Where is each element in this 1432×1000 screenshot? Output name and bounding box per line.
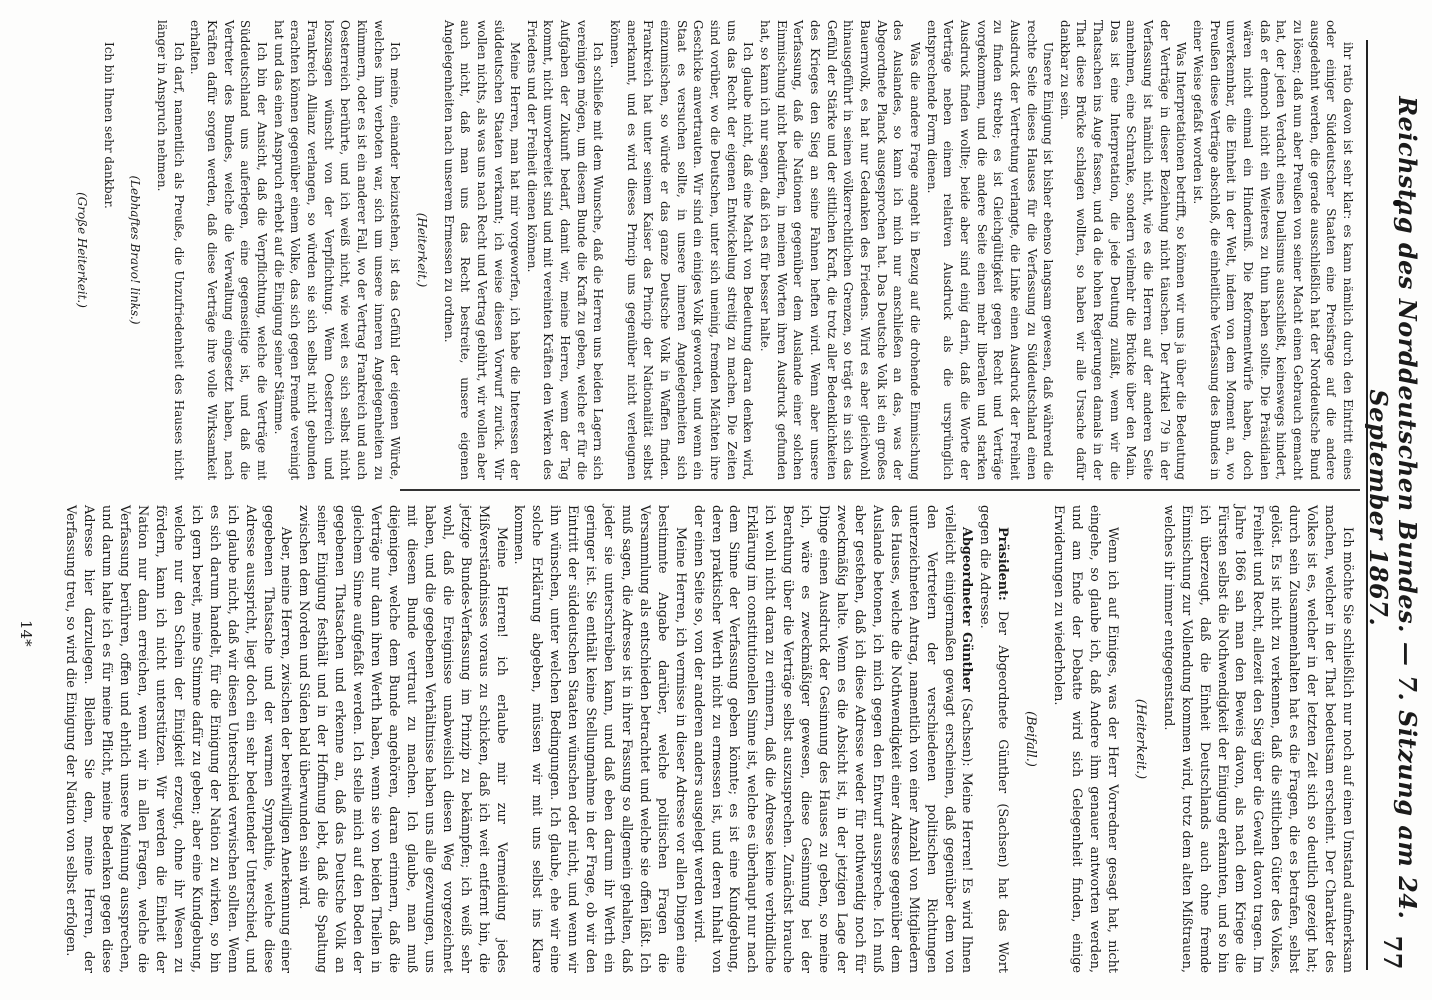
speaker-name: Abgeordneter Günther (959, 527, 975, 692)
speaker-name: Präsident: (995, 527, 1011, 601)
paragraph: Wenn ich auf Einiges, was der Herr Vorredner gesagt hat, nicht eingehe, so glaube ich, daß Andere ihm genauer antworten werden, und am Ende der Debatte wird sich Gelegenheit finden, einige Erwiderungen zu wiederholen. (1051, 505, 1120, 973)
paragraph: Was Interpretationen betrifft, so können wir uns ja über die Bedeutung der Verträge in dieser Beziehung nicht täuschen. Der Artikel 79 in der Verfassung ist nämlich nicht, wie es die Herren auf der anderen Seite annehmen, eine Schranke, sondern vielmehr die Brücke über den Main. Das ist eine Interpretation, die jede Deutung zuläßt, wenn wir die Thatsachen ins Auge fassen, und da die hohen Regierungen damals in der That diese Brücke schlagen wollten, so haben wir alle Ursache dafür dankbar zu sein. (1057, 20, 1189, 480)
stage-direction: (Heiterkeit.) (1132, 698, 1148, 780)
running-head (1364, 40, 1422, 970)
stage-direction: (Lebhaftes Bravo! links.) (128, 175, 143, 325)
paragraph: Aber, meine Herren, zwischen der bereitwilligen Anerkennung einer gegebenen Thatsache und der warmen Sympathie, welche diese Adresse ausspricht, liegt doch ein sehr bedeutender Unterschied, und ich glaube nicht, daß wir diesen Unterschied verwischen sollten. Wenn es sich darum handelt, für die Einigung der Nation zu wirken, so bin ich gern bereit, meine Stimme dafür zu geben; aber eine Kundgebung, welche nur den Schein der Einigkeit erzeugt, ohne ihr Wesen zu fördern, kann ich nicht unterstützen. Wir werden die Einheit der Nation nur dann erreichen, wenn wir in allen Fragen, welche die Verfassung berühren, offen und ehrlich unsere Meinung aussprechen, und darum halte ich es für meine Pflicht, meine Bedenken gegen diese Adresse hier darzulegen. Bleiben Sie dem, meine Herren, der Verfassung treu, so wird die Einigung der Nation von selbst erfolgen. (63, 505, 294, 973)
paragraph: Ich bin Ihnen sehr dankbar. (101, 42, 116, 209)
paragraph: Unsere Einigung ist bisher ebenso langsam gewesen, daß während die rechte Seite dieses Hauses für die Verfassung zu Süddeutschland einen Ausdruck der Vertretung verlangte, die Linke einen Ausdruck der Freiheit zu finden strebte; es ist Gleichgültigkeit gegen Recht und Verträge vorgekommen, und die andere Seite einen mehr liberalen und starken Ausdruck finden wollte; beide aber sind einig darin, daß die Worte der Verträge neben einem relativen Ausdruck als die ursprünglich entsprechende Form dienen. (924, 20, 1056, 480)
paragraph: Was die andere Frage angeht in Bezug auf die drohende Einmischung des Auslandes, so kann ich mich nur anschließen an das, was der Abgeordnete Planck ausgesprochen hat. Das Deutsche Volk ist ein großes Bauernvolk, es hat nur Gedanken des Friedens. Wird es aber gleichwohl hinausgeführt in seinen völkerrechtlichen Grenzen, so trägt es in sich das Gefühl der Stärke und der sittlichen Kraft, die trotz aller Bedenklichkeiten des Krieges den Sieg an seine Fahnen heften wird. Wenn aber unsere Verfassung, daß die Nationen gegenüber dem Auslande einer solchen Einmischung nicht bedürfen, in meinen Worten ihren Ausdruck gefunden hat, so kann ich nur sagen, daß ich es für besser halte. (758, 20, 922, 480)
page-number: 77 (1378, 935, 1408, 970)
stage-direction: (Große Heiterkeit.) (75, 192, 90, 308)
paragraph: Ich meine, einander beizustehen, ist das Gefühl der eigenen Würde, welches ihm verboten war, sich um unsere inneren Angelegenheiten zu kümmern, oder es ist ein anderer Fall, wo der Vertrag Frankreich und auch Oesterreich berührte, und ich weiß nicht, wie weit es sich selbst nicht loszusagen wünscht von der Verpflichtung. Wenn Oesterreich und Frankreich Allianz verlangen, so würden sie sich selbst nicht gebunden erachten können gegenüber einem Volke, das sich gegen Fremde vereinigt hat und das einen Anspruch erhebt auf die Einigung seiner Stämme. (271, 20, 403, 480)
running-title: Reichstag des Norddeutschen Bundes. — 7. Sitzung am 24. September 1867. (1364, 96, 1422, 920)
paragraph: Meine Herren, ich vermisse in dieser Adresse vor allen Dingen eine bestimmte Angabe darüber, welche politischen Fragen die Versammlung als entschieden betrachtet und welche sie offen läßt. Ich muß sagen, die Adresse ist in ihrer Fassung so allgemein gehalten, daß jeder sie unterschreiben kann, und daß eben darum ihr Werth ein geringer ist. Sie enthält keine Stellungnahme in der Frage, ob wir den Eintritt der süddeutschen Staaten wünschen oder nicht, und wenn wir ihn wünschen, unter welchen Bedingungen. Ich glaube, ehe wir eine solche Erklärung abgeben, müssen wir mit uns selbst ins Klare kommen. (511, 505, 688, 973)
paragraph: Meine Herren, man hat mir vorgeworfen, ich habe die Interessen der süddeutschen Staaten verkannt; ich weise diesen Vorwurf zurück. Wir wollen nichts, als was uns nach Recht und Vertrag gebührt, wir wollen aber auch nicht, daß man uns das Recht bestreite, unsere eigenen Angelegenheiten nach unserem Ermessen zu ordnen. (441, 20, 523, 480)
paragraph: Ich schließe mit dem Wunsche, daß die Herren uns beiden Lagern sich vereinigen mögen, um diesem Bunde die Kraft zu geben, welche er für die Aufgaben der Zukunft bedarf, damit wir, meine Herren, wenn der Tag kommt, nicht unvorbereitet sind und mit vereinten Kräften den Werken des Friedens und der Freiheit dienen können. (524, 20, 606, 480)
paragraph-text: (Sachsen): Meine Herren! Es wird Ihnen vielleicht einigermaßen gewagt erscheinen, daß gegenüber dem von den Vertretern der verschiedenen politischen Richtungen unterzeichneten Antrag, namentlich von einer Anzahl von Mitgliedern des Hauses, welche die Nothwendigkeit einer Adresse gegenüber dem Auslande betonen, ich mich gegen den Entwurf ausspreche. Ich muß aber gestehen, daß ich diese Adresse weder für nothwendig noch für zweckmäßig halte. Wenn es die Absicht ist, in der jetzigen Lage der Dinge einen Ausdruck der Gesinnung des Hauses zu geben, so meine ich, wäre es zweckmäßiger gewesen, diese Gesinnung bei der Berathung über die Verträge selbst auszusprechen. Zunächst brauche ich wohl nicht daran zu erinnern, daß die Adresse keine verbindliche Erklärung im constitutionellen Sinne ist, welche es überhaupt nur nach dem Sinne der Verfassung geben könnte; es ist eine Kundgebung, deren praktischer Werth nicht zu ermessen ist, und deren Inhalt von der einen Seite so, von der anderen anders ausgelegt werden wird. (690, 505, 975, 973)
stage-direction: (Heiterkeit.) (414, 212, 429, 288)
paragraph (689, 505, 976, 973)
paragraph: Ich bin der Ansicht, daß die Verpflichtung, welche die Verträge mit Süddeutschland uns auferlegen, eine gegenseitige ist, und daß die Vertreter des Bundes, welche die Verwaltung eingesetzt haben, nach Kräften dafür sorgen werden, daß diese Verträge ihre volle Wirksamkeit erhalten. (188, 20, 269, 480)
signature-mark: 14* (17, 620, 35, 647)
left-column (63, 20, 1356, 480)
header-rule (1366, 40, 1368, 970)
right-column (61, 505, 1356, 973)
paragraph (975, 505, 1011, 973)
paragraph: Meine Herren! ich erlaube mir zur Vermeidung jedes Mißverständnisses voraus zu schicken, daß ich weit entfernt bin, die jetzige Bundes-Verfassung im Prinzip zu bekämpfen; ich weiß sehr wohl, daß die Ereignisse unabweislich diesen Weg vorgezeichnet haben, und die gegebenen Verhältnisse haben uns alle gezwungen, uns mit diesem Bunde vertraut zu machen. Ich glaube, man muß diejenigen, welche dem Bunde angehören, daran erinnern, daß die Verträge nur dann ihren Werth haben, wenn sie von beiden Theilen in gleichem Sinne aufgefaßt werden. Ich stelle mich auf den Boden der gegebenen Thatsachen und erkenne an, daß das Deutsche Volk an seiner Einigung festhält und in der Hoffnung lebt, daß die Spaltung zwischen dem Norden und Süden bald überwunden sein wird. (296, 505, 509, 973)
paragraph: ihr ratio davon ist sehr klar: es kann nämlich durch den Eintritt eines oder einiger Süddeutscher Staaten eine Preisfrage auf die andere ausgedehnt werden, die gerade ausschließlich hat der Norddeutsche Bund zu lösen; daß nun aber Preußen von seiner Macht einen Gebrauch gemacht hat, der jeden Verdacht eines Dualismus ausschließt, keineswegs hindert, daß er dennoch nicht ein Weiteres zu thun haben sollte. Die Präsidialen wären nicht einmal ein Hinderniß. Die Reformentwürfe haben, doch unverkennbar, die Einheit in der Welt, indem von dem Moment an, wo Preußen diese Verträge abschloß, die einheitliche Verfassung des Bundes in einer Weise gefaßt worden ist. (1191, 20, 1355, 480)
paragraph: Ich glaube nicht, daß eine Macht von Bedeutung daran denken wird, uns das Recht der eigenen Entwickelung streitig zu machen. Die Zeiten sind vorüber, wo die Deutschen, unter sich uneinig, fremden Mächten ihre Geschicke anvertrauten. Wir sind ein einiges Volk geworden, und wenn ein Staat es versuchen sollte, in unsere inneren Angelegenheiten sich einzumischen, so würde er das ganze Deutsche Volk in Waffen finden. Frankreich hat unter seinem Kaiser das Princip der Nationalität selbst anerkannt, und es wird dieses Princip uns gegenüber nicht verleugnen können. (608, 20, 756, 480)
paragraph: Ich darf, namentlich als Preuße, die Unzufriedenheit des Hauses nicht länger in Anspruch nehmen. (155, 20, 186, 480)
stage-direction: (Beifall.) (1023, 711, 1039, 767)
paragraph: Ich möchte Sie schließlich nur noch auf einen Umstand aufmerksam machen, welcher in der That bedeutsam erscheint. Der Charakter des Volkes ist es, welcher in der letzten Zeit sich so deutlich gezeigt hat; durch sein Zusammenhalten hat es die Fragen, die es betrafen, selbst gelöst. Es ist nicht zu verkennen, daß die sittlichen Güter des Volkes, Freiheit und Recht, allezeit den Sieg über die Gewalt davon tragen. Im Jahre 1866 sah man den Beweis davon, als nach dem Kriege die Fürsten selbst die Nothwendigkeit der Einigung erkannten, und so bin ich überzeugt, daß die Einheit Deutschlands auch ohne fremde Einmischung zur Vollendung kommen wird, trotz dem alten Mißtrauen, welches ihr immer entgegenstand. (1160, 505, 1355, 973)
paragraph-text: Der Abgeordnete Günther (Sachsen) hat das Wort gegen die Adresse. (977, 505, 1011, 973)
column-divider (400, 489, 1360, 491)
